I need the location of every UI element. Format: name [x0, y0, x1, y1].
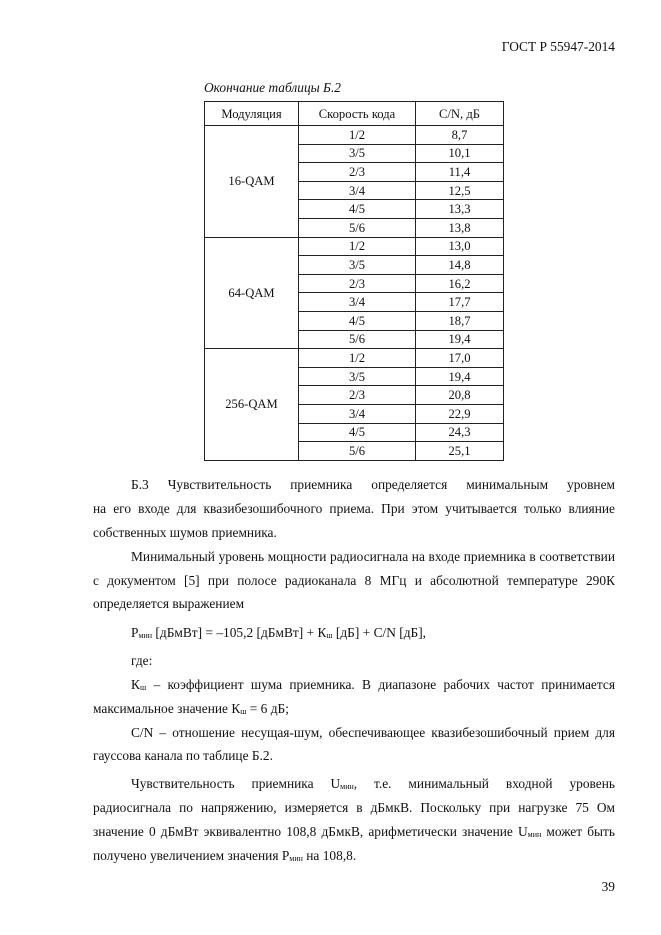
code-rate-cell: 3/5	[299, 256, 416, 275]
cn-table	[204, 101, 504, 461]
k-definition-line	[93, 701, 615, 717]
cn-value-cell: 24,3	[416, 423, 504, 442]
code-rate-cell: 4/5	[299, 311, 416, 330]
code-rate-cell: 3/5	[299, 367, 416, 386]
cn-value-cell: 13,0	[416, 237, 504, 256]
cn-value-cell: 19,4	[416, 330, 504, 349]
cn-value-cell: 18,7	[416, 311, 504, 330]
code-rate-cell: 3/5	[299, 144, 416, 163]
cn-definition-line: C/N – отношение несущая-шум, обеспечивающее квазибезошибочный прием для	[131, 725, 615, 740]
header-modulation: Модуляция	[205, 102, 299, 126]
table-caption: Окончание таблицы Б.2	[204, 80, 341, 95]
sub: мин	[289, 854, 303, 863]
code-rate-cell: 1/2	[299, 237, 416, 256]
modulation-cell: 256-QAM	[205, 349, 299, 461]
formula-sub: мин	[138, 631, 153, 640]
text: , т.е. минимальный входной уровень	[353, 776, 615, 791]
code-rate-cell: 2/3	[299, 274, 416, 293]
k-definition-line	[131, 677, 615, 693]
code-rate-cell: 2/3	[299, 163, 416, 182]
code-rate-cell: 5/6	[299, 442, 416, 461]
text: – коэффициент шума приемника. В диапазоне рабочих частот принимается	[146, 677, 615, 692]
cn-value-cell: 13,3	[416, 200, 504, 219]
cn-value-cell: 25,1	[416, 442, 504, 461]
table-row	[205, 349, 504, 368]
code-rate-cell: 4/5	[299, 200, 416, 219]
sub: ш	[139, 683, 147, 692]
cn-value-cell: 20,8	[416, 386, 504, 405]
table-row	[205, 126, 504, 145]
paragraph-line: на его входе для квазибезошибочного приема. При этом учитывается только влияние	[93, 501, 615, 516]
code-rate-cell: 2/3	[299, 386, 416, 405]
paragraph-line: Минимальный уровень мощности радиосигнала на входе приемника в соответствии	[131, 549, 615, 564]
modulation-cell: 64-QAM	[205, 237, 299, 349]
cn-value-cell: 17,0	[416, 349, 504, 368]
cn-value-cell: 8,7	[416, 126, 504, 145]
cn-value-cell: 17,7	[416, 293, 504, 312]
code-rate-cell: 1/2	[299, 126, 416, 145]
modulation-cell: 16-QAM	[205, 126, 299, 238]
formula	[131, 625, 615, 641]
document-header: ГОСТ Р 55947-2014	[501, 39, 615, 54]
header-code-rate: Скорость кода	[299, 102, 416, 126]
text: может быть	[541, 824, 615, 839]
text: Чувствительность приемника U	[131, 776, 341, 791]
text: = 6 дБ;	[246, 701, 289, 716]
paragraph-line: с документом [5] при полосе радиоканала 8 МГц и абсолютной температуре 290К	[93, 573, 615, 588]
code-rate-cell: 5/6	[299, 330, 416, 349]
header-cn: C/N, дБ	[416, 102, 504, 126]
text: К	[131, 677, 140, 692]
text: на 108,8.	[302, 848, 357, 863]
cn-value-cell: 19,4	[416, 367, 504, 386]
cn-value-cell: 11,4	[416, 163, 504, 182]
sub: ш	[240, 707, 247, 716]
paragraph-line: Б.3 Чувствительность приемника определяется минимальным уровнем	[131, 477, 615, 492]
cn-value-cell: 16,2	[416, 274, 504, 293]
formula-text: [дБмВт] = –105,2 [дБмВт] + К	[152, 625, 327, 640]
code-rate-cell: 3/4	[299, 181, 416, 200]
table-row	[205, 237, 504, 256]
formula-text: P	[131, 625, 139, 640]
where-label: где:	[131, 653, 153, 668]
code-rate-cell: 1/2	[299, 349, 416, 368]
paragraph-line: определяется выражением	[93, 596, 245, 611]
paragraph-line: радиосигнала по напряжению, измеряется в дБмкВ. Поскольку при нагрузке 75 Ом	[93, 800, 615, 815]
code-rate-cell: 4/5	[299, 423, 416, 442]
page-number: 39	[601, 879, 615, 894]
cn-value-cell: 22,9	[416, 404, 504, 423]
paragraph-line	[131, 776, 615, 792]
cn-definition-line: гауссова канала по таблице Б.2.	[93, 748, 273, 763]
cn-value-cell: 14,8	[416, 256, 504, 275]
paragraph-line	[93, 824, 615, 840]
formula-sub: ш	[326, 631, 333, 640]
code-rate-cell: 5/6	[299, 218, 416, 237]
cn-value-cell: 13,8	[416, 218, 504, 237]
table-header-row	[205, 102, 504, 126]
text: максимальное значение К	[93, 701, 241, 716]
cn-value-cell: 12,5	[416, 181, 504, 200]
sub: мин	[527, 830, 542, 839]
text: получено увеличением значения P	[93, 848, 290, 863]
paragraph-line: собственных шумов приемника.	[93, 525, 277, 540]
text: значение 0 дБмВт эквивалентно 108,8 дБмкВ, арифметически значение U	[93, 824, 528, 839]
code-rate-cell: 3/4	[299, 293, 416, 312]
code-rate-cell: 3/4	[299, 404, 416, 423]
sub: мин	[340, 782, 354, 791]
cn-value-cell: 10,1	[416, 144, 504, 163]
paragraph-line	[93, 848, 615, 864]
formula-text: [дБ] + C/N [дБ],	[332, 625, 427, 640]
